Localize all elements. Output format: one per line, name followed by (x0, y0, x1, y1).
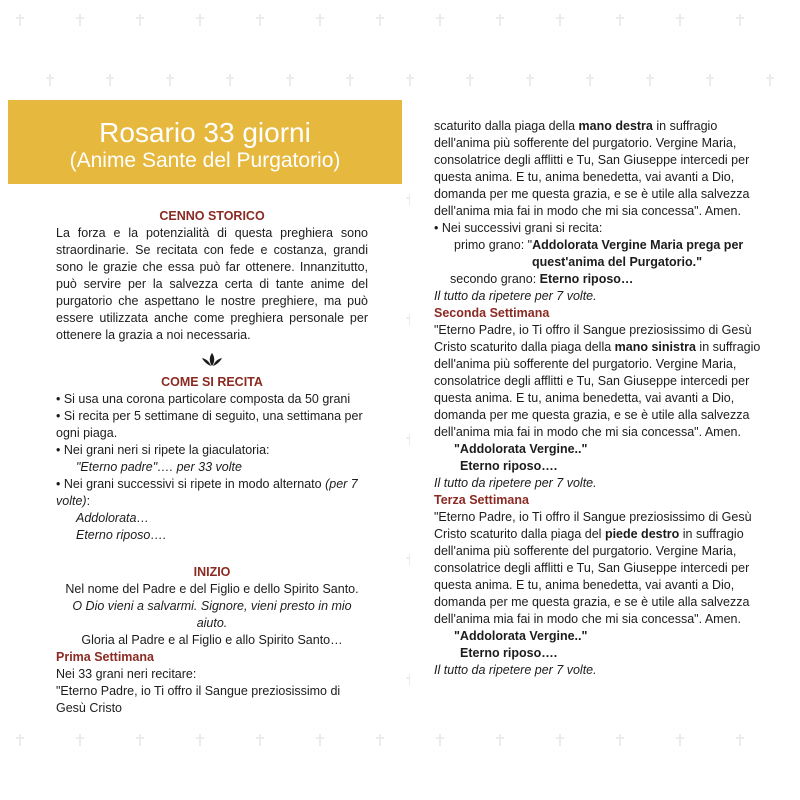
seconda-text-post: in suffragio dell'anima più sofferente del purgatorio. Vergine Maria, consolatrice degli afflitti e Tu, San Giuseppe intercedi per questa anima. E tu, anima benedetta, vai avanti a Dio, domanda per me questa grazia, e se è utile alla salvezza dell'anima mia fai in modo che mi sia concessa". Amen. (434, 340, 761, 439)
title-banner (8, 100, 402, 184)
prima-heading: Prima Settimana (56, 650, 154, 664)
cross-pattern-icon (256, 734, 264, 746)
cross-pattern-icon (616, 14, 624, 26)
cross-pattern-icon (556, 734, 564, 746)
cenno-paragraph: La forza e la potenzialità di questa preghiera sono straordinarie. Se recitata con fede e costanza, grandi sono le grazie che essa può far ottenere. Innanzitutto, può servire per la salvezza certa di tante anime del purgatorio che aspettano le nostre preghiere, ma può essere utilizzata anche come preghiera personale per ottenere la grazia a noi necessaria. (56, 226, 368, 342)
prima-repeat: Il tutto da ripetere per 7 volte. (434, 289, 597, 303)
prima-line-1: Nei 33 grani neri recitare: (56, 667, 197, 681)
seconda-text-bold: mano sinistra (614, 340, 696, 354)
cross-pattern-icon (436, 14, 444, 26)
cross-pattern-icon (706, 74, 714, 86)
cross-pattern-icon (136, 14, 144, 26)
left-column (56, 208, 368, 717)
prima-bullet: • Nei successivi grani si recita: (434, 221, 603, 235)
right-page (410, 100, 798, 726)
cross-pattern-icon (496, 14, 504, 26)
cross-pattern-icon (316, 734, 324, 746)
prima-cont-pre: scaturito dalla piaga della (434, 119, 579, 133)
inizio-heading: INIZIO (193, 565, 231, 579)
seconda-repeat: Il tutto da ripetere per 7 volte. (434, 476, 597, 490)
cenno-heading: CENNO STORICO (159, 209, 265, 223)
terza-addolorata: "Addolorata Vergine.." (454, 629, 588, 643)
seconda-text (434, 322, 770, 441)
cross-pattern-icon (46, 74, 54, 86)
cross-pattern-icon (676, 734, 684, 746)
cross-pattern-icon (436, 734, 444, 746)
cross-pattern-icon (766, 74, 774, 86)
cross-pattern-icon (406, 74, 414, 86)
cross-pattern-icon (376, 14, 384, 26)
seconda-addolorata: "Addolorata Vergine.." (454, 442, 588, 456)
come-bullet-4-sub-2: Eterno riposo…. (76, 528, 167, 542)
prima-continuation (434, 118, 770, 220)
cross-pattern-icon (136, 734, 144, 746)
prima-secondo-label: secondo grano: (450, 272, 540, 286)
seconda-heading: Seconda Settimana (434, 306, 550, 320)
prima-cont-bold: mano destra (578, 119, 653, 133)
come-bullet-3-sub: "Eterno padre"…. per 33 volte (76, 460, 242, 474)
terza-heading: Terza Settimana (434, 493, 529, 507)
come-bullet-1: • Si usa una corona particolare composta da 50 grani (56, 392, 351, 406)
prima-secondo-bold: Eterno riposo… (539, 272, 634, 286)
inizio-line-3: Gloria al Padre e al Figlio e allo Spirito Santo… (81, 633, 343, 647)
lotus-ornament-icon (56, 352, 368, 370)
cross-pattern-icon (196, 14, 204, 26)
prima-primo-bold-1: Addolorata Vergine Maria prega per (532, 238, 744, 252)
terza-text-post: in suffragio dell'anima più sofferente del purgatorio. Vergine Maria, consolatrice degli afflitti e Tu, San Giuseppe intercedi per questa anima. E tu, anima benedetta, vai avanti a Dio, domanda per me questa grazia, e se è utile alla salvezza dell'anima mia fai in modo che mi sia concessa". Amen. (434, 527, 750, 626)
cross-pattern-icon (346, 74, 354, 86)
cross-pattern-icon (586, 74, 594, 86)
cross-pattern-icon (16, 14, 24, 26)
prima-cont-post: in suffragio dell'anima più sofferente del purgatorio. Vergine Maria, consolatrice degli afflitti e Tu, San Giuseppe intercedi per questa anima. E tu, anima benedetta, vai avanti a Dio, domanda per me questa grazia, e se è utile alla salvezza dell'anima mia fai in modo che mi sia concessa". Amen. (434, 119, 750, 218)
cross-pattern-icon (376, 734, 384, 746)
come-bullet-4-sub-1: Addolorata… (76, 511, 149, 525)
come-bullet-4 (56, 476, 368, 510)
prima-primo-label: primo grano: " (454, 238, 533, 252)
come-bullet-2: • Si recita per 5 settimane di seguito, una settimana per ogni piaga. (56, 409, 363, 440)
cross-pattern-icon (736, 14, 744, 26)
cross-pattern-icon (76, 734, 84, 746)
cross-pattern-icon (166, 74, 174, 86)
cross-pattern-icon (76, 14, 84, 26)
terza-repeat: Il tutto da ripetere per 7 volte. (434, 663, 597, 677)
terza-text-bold: piede destro (604, 527, 680, 541)
cross-pattern-icon (616, 734, 624, 746)
come-bullet-4-start: • Nei grani successivi si ripete in modo alternato (56, 477, 326, 491)
come-bullet-4-end: : (86, 494, 91, 508)
cross-pattern-icon (676, 14, 684, 26)
inizio-line-1: Nel nome del Padre e del Figlio e dello Spirito Santo. (65, 582, 359, 596)
cross-pattern-icon (196, 734, 204, 746)
page-title: Rosario 33 giorni (99, 117, 311, 148)
terza-eterno: Eterno riposo…. (460, 646, 558, 660)
cross-pattern-icon (106, 74, 114, 86)
cross-pattern-icon (286, 74, 294, 86)
come-bullet-4-paren: (per 7 volte) (56, 477, 358, 508)
cross-pattern-icon (556, 14, 564, 26)
cross-pattern-icon (16, 734, 24, 746)
seconda-eterno: Eterno riposo…. (460, 459, 558, 473)
cross-pattern-icon (226, 74, 234, 86)
come-heading: COME SI RECITA (161, 375, 263, 389)
left-page (8, 100, 402, 726)
cross-pattern-icon (496, 734, 504, 746)
inizio-line-2: O Dio vieni a salvarmi. Signore, vieni presto in mio aiuto. (72, 599, 352, 630)
prima-line-2: "Eterno Padre, io Ti offro il Sangue preziosissimo di Gesù Cristo (56, 684, 341, 715)
cross-pattern-icon (736, 734, 744, 746)
prima-primo-grano-1 (434, 237, 770, 254)
come-bullet-3: • Nei grani neri si ripete la giaculatoria: (56, 443, 270, 457)
cross-pattern-icon (526, 74, 534, 86)
prima-secondo-grano (434, 271, 770, 288)
cross-pattern-icon (646, 74, 654, 86)
right-column (434, 118, 770, 679)
terza-text (434, 509, 770, 628)
cross-pattern-icon (256, 14, 264, 26)
cross-pattern-icon (316, 14, 324, 26)
seconda-text-pre: "Eterno Padre, io Ti offro il Sangue preziosissimo di Gesù Cristo scaturito dalla piaga della (434, 323, 752, 354)
terza-text-pre: "Eterno Padre, io Ti offro il Sangue preziosissimo di Gesù Cristo scaturito dalla piaga del (434, 510, 752, 541)
page-subtitle: (Anime Sante del Purgatorio) (69, 149, 341, 172)
prima-primo-grano-2: quest'anima del Purgatorio." (532, 255, 703, 269)
cross-pattern-icon (466, 74, 474, 86)
